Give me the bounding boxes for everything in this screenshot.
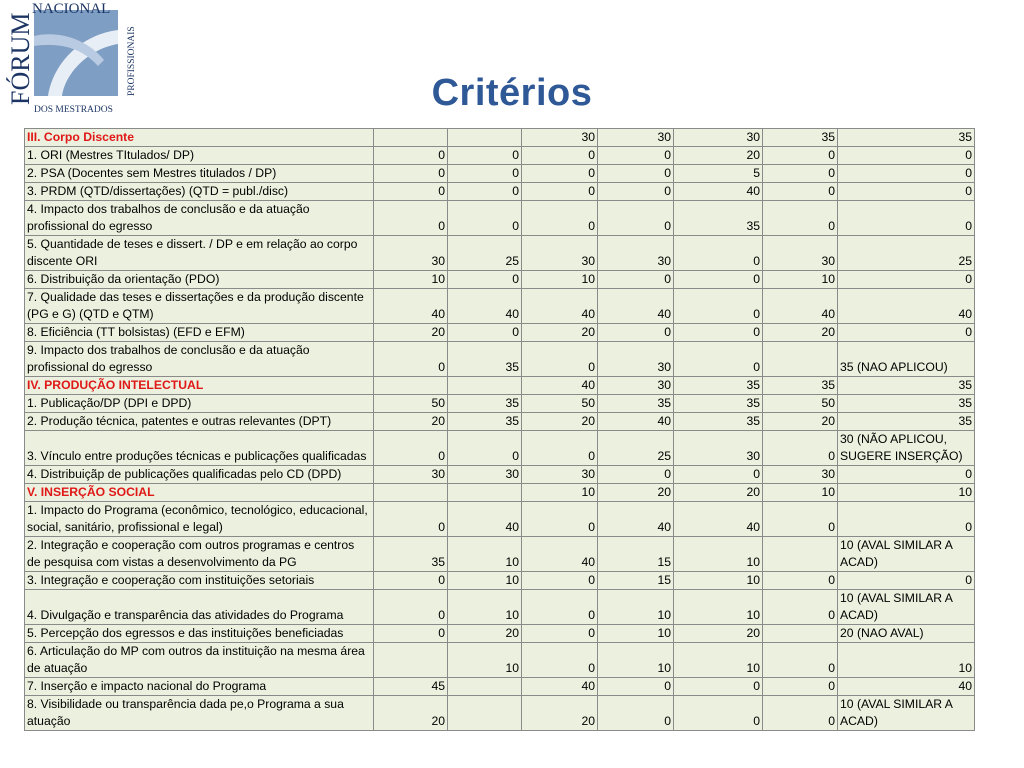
value-cell: 35 (674, 413, 763, 431)
value-cell: 0 (763, 183, 838, 201)
value-cell: 30 (674, 431, 763, 466)
criterion-cell: 3. Integração e cooperação com instituições setoriais (25, 572, 374, 590)
value-cell: 10 (598, 643, 674, 678)
criterion-cell: 3. PRDM (QTD/dissertações) (QTD = publ./disc) (25, 183, 374, 201)
value-cell: 0 (598, 466, 674, 484)
value-cell: 20 (763, 413, 838, 431)
table-row (25, 324, 975, 342)
value-cell: 35 (674, 395, 763, 413)
value-cell (448, 129, 522, 147)
criterion-cell: 5. Percepção dos egressos e das instituições beneficiadas (25, 625, 374, 643)
value-cell: 0 (448, 271, 522, 289)
table-row (25, 678, 975, 696)
value-cell: 40 (448, 289, 522, 324)
criterion-cell: 5. Quantidade de teses e dissert. / DP e em relação ao corpo discente ORI (25, 236, 374, 271)
value-cell: 0 (522, 201, 598, 236)
value-cell: 0 (763, 201, 838, 236)
value-cell: 20 (763, 324, 838, 342)
value-cell: 0 (838, 201, 975, 236)
value-cell: 50 (374, 395, 448, 413)
value-cell: 40 (838, 289, 975, 324)
value-cell: 10 (448, 537, 522, 572)
table-row (25, 643, 975, 678)
value-cell: 0 (448, 165, 522, 183)
value-cell: 0 (674, 342, 763, 377)
value-cell: 40 (674, 502, 763, 537)
value-cell: 20 (674, 147, 763, 165)
value-cell: 10 (674, 590, 763, 625)
value-cell: 0 (374, 590, 448, 625)
table-row (25, 590, 975, 625)
value-cell: 40 (763, 289, 838, 324)
criterion-cell: 6. Distribuição da orientação (PDO) (25, 271, 374, 289)
value-cell: 20 (NAO AVAL) (838, 625, 975, 643)
value-cell (374, 643, 448, 678)
value-cell (374, 129, 448, 147)
value-cell: 20 (448, 625, 522, 643)
value-cell: 30 (448, 466, 522, 484)
value-cell: 20 (374, 696, 448, 731)
value-cell: 30 (598, 236, 674, 271)
value-cell: 0 (522, 625, 598, 643)
value-cell: 0 (674, 271, 763, 289)
criterion-cell: 9. Impacto dos trabalhos de conclusão e da atuação profissional do egresso (25, 342, 374, 377)
value-cell: 40 (598, 502, 674, 537)
value-cell: 20 (674, 625, 763, 643)
value-cell: 0 (763, 590, 838, 625)
criterion-cell: 1. Publicação/DP (DPI e DPD) (25, 395, 374, 413)
value-cell: 0 (763, 165, 838, 183)
value-cell: 35 (838, 377, 975, 395)
value-cell: 35 (448, 395, 522, 413)
value-cell: 25 (838, 236, 975, 271)
criterion-cell: 4. Divulgação e transparência das atividades do Programa (25, 590, 374, 625)
value-cell: 35 (674, 377, 763, 395)
value-cell: 0 (374, 502, 448, 537)
table-row (25, 289, 975, 324)
value-cell: 0 (522, 165, 598, 183)
value-cell: 20 (674, 484, 763, 502)
value-cell: 5 (674, 165, 763, 183)
value-cell: 0 (674, 324, 763, 342)
value-cell: 0 (674, 466, 763, 484)
table-row (25, 502, 975, 537)
value-cell: 30 (763, 466, 838, 484)
value-cell: 0 (598, 201, 674, 236)
value-cell: 0 (838, 502, 975, 537)
value-cell: 0 (763, 431, 838, 466)
value-cell: 0 (448, 324, 522, 342)
value-cell: 0 (838, 147, 975, 165)
value-cell: 10 (763, 484, 838, 502)
table-row (25, 466, 975, 484)
value-cell (374, 484, 448, 502)
criterion-cell: 7. Inserção e impacto nacional do Programa (25, 678, 374, 696)
value-cell: 35 (838, 413, 975, 431)
value-cell: 20 (598, 484, 674, 502)
value-cell: 50 (522, 395, 598, 413)
value-cell: 30 (522, 466, 598, 484)
value-cell: 0 (598, 678, 674, 696)
value-cell: 10 (522, 484, 598, 502)
value-cell: 10 (674, 643, 763, 678)
value-cell: 35 (838, 395, 975, 413)
value-cell: 40 (522, 377, 598, 395)
section-title-cell: V. INSERÇÃO SOCIAL (25, 484, 374, 502)
value-cell: 20 (374, 324, 448, 342)
value-cell: 0 (374, 183, 448, 201)
value-cell: 30 (674, 129, 763, 147)
section-header-row (25, 484, 975, 502)
section-header-row (25, 129, 975, 147)
value-cell: 0 (763, 678, 838, 696)
value-cell: 25 (448, 236, 522, 271)
value-cell: 45 (374, 678, 448, 696)
value-cell: 10 (838, 643, 975, 678)
criterion-cell: 8. Visibilidade ou transparência dada pe,o Programa a sua atuação (25, 696, 374, 731)
value-cell: 0 (838, 572, 975, 590)
value-cell: 30 (598, 342, 674, 377)
value-cell: 40 (522, 537, 598, 572)
value-cell: 0 (374, 201, 448, 236)
value-cell: 0 (838, 165, 975, 183)
value-cell: 40 (522, 289, 598, 324)
value-cell: 0 (522, 590, 598, 625)
value-cell: 35 (374, 537, 448, 572)
table-row (25, 395, 975, 413)
value-cell: 0 (374, 147, 448, 165)
criterion-cell: 1. Impacto do Programa (econômico, tecnológico, educacional, social, sanitário, profissional e legal) (25, 502, 374, 537)
table-row (25, 271, 975, 289)
value-cell: 10 (AVAL SIMILAR A ACAD) (838, 590, 975, 625)
value-cell (763, 625, 838, 643)
value-cell: 0 (598, 147, 674, 165)
value-cell: 10 (598, 625, 674, 643)
criterion-cell: 1. ORI (Mestres TItulados/ DP) (25, 147, 374, 165)
value-cell: 0 (374, 165, 448, 183)
value-cell: 10 (763, 271, 838, 289)
table-row (25, 147, 975, 165)
value-cell: 0 (674, 696, 763, 731)
value-cell: 10 (838, 484, 975, 502)
value-cell: 0 (522, 502, 598, 537)
value-cell: 0 (448, 147, 522, 165)
value-cell: 10 (674, 572, 763, 590)
value-cell: 30 (522, 129, 598, 147)
value-cell: 10 (448, 643, 522, 678)
value-cell: 0 (674, 236, 763, 271)
value-cell: 10 (522, 271, 598, 289)
value-cell: 10 (448, 572, 522, 590)
criterion-cell: 2. Integração e cooperação com outros programas e centros de pesquisa com vistas a desenvolvimento da PG (25, 537, 374, 572)
value-cell: 0 (598, 183, 674, 201)
value-cell: 0 (838, 183, 975, 201)
table-row (25, 696, 975, 731)
value-cell: 40 (374, 289, 448, 324)
table-row (25, 342, 975, 377)
value-cell: 0 (522, 183, 598, 201)
criterion-cell: 8. Eficiência (TT bolsistas) (EFD e EFM) (25, 324, 374, 342)
value-cell: 0 (522, 643, 598, 678)
value-cell: 0 (838, 324, 975, 342)
criterion-cell: 2. PSA (Docentes sem Mestres titulados / DP) (25, 165, 374, 183)
value-cell: 0 (838, 466, 975, 484)
value-cell: 0 (598, 324, 674, 342)
value-cell: 40 (448, 502, 522, 537)
value-cell (448, 678, 522, 696)
value-cell: 10 (598, 590, 674, 625)
value-cell (374, 377, 448, 395)
table-row (25, 413, 975, 431)
logo-text-right: PROFISSIONAIS (127, 26, 137, 96)
value-cell: 40 (598, 413, 674, 431)
value-cell: 15 (598, 537, 674, 572)
value-cell: 10 (AVAL SIMILAR A ACAD) (838, 537, 975, 572)
logo-text-top: NACIONAL (32, 1, 111, 17)
value-cell: 35 (838, 129, 975, 147)
value-cell: 0 (763, 572, 838, 590)
value-cell (448, 484, 522, 502)
page-title: Critérios (431, 72, 593, 114)
value-cell: 40 (522, 678, 598, 696)
value-cell: 0 (448, 201, 522, 236)
value-cell: 30 (374, 466, 448, 484)
value-cell: 30 (522, 236, 598, 271)
value-cell: 30 (763, 236, 838, 271)
value-cell (448, 377, 522, 395)
value-cell: 0 (763, 147, 838, 165)
value-cell: 0 (763, 643, 838, 678)
value-cell: 0 (374, 572, 448, 590)
value-cell: 35 (763, 129, 838, 147)
value-cell: 35 (448, 342, 522, 377)
value-cell: 15 (598, 572, 674, 590)
table-row (25, 183, 975, 201)
value-cell: 40 (674, 183, 763, 201)
value-cell: 30 (598, 377, 674, 395)
section-header-row (25, 377, 975, 395)
value-cell: 0 (522, 147, 598, 165)
value-cell: 20 (522, 696, 598, 731)
value-cell: 10 (374, 271, 448, 289)
table-row (25, 537, 975, 572)
value-cell: 0 (763, 696, 838, 731)
table-row (25, 165, 975, 183)
value-cell: 35 (598, 395, 674, 413)
criterion-cell: 7. Qualidade das teses e dissertações e da produção discente (PG e G) (QTD e QTM) (25, 289, 374, 324)
value-cell: 0 (522, 431, 598, 466)
value-cell: 0 (674, 678, 763, 696)
value-cell: 0 (598, 271, 674, 289)
value-cell: 30 (598, 129, 674, 147)
value-cell: 20 (522, 413, 598, 431)
value-cell (763, 537, 838, 572)
table-row (25, 201, 975, 236)
value-cell: 0 (522, 342, 598, 377)
value-cell: 50 (763, 395, 838, 413)
value-cell: 0 (598, 696, 674, 731)
value-cell: 0 (448, 431, 522, 466)
value-cell: 0 (374, 625, 448, 643)
value-cell: 35 (448, 413, 522, 431)
value-cell: 35 (674, 201, 763, 236)
value-cell: 0 (838, 271, 975, 289)
logo-text-bottom: DOS MESTRADOS (34, 105, 113, 115)
criterion-cell: 4. Distribuiçãp de publicações qualificadas pelo CD (DPD) (25, 466, 374, 484)
table-row (25, 236, 975, 271)
criterion-cell: 3. Vínculo entre produções técnicas e publicações qualificadas (25, 431, 374, 466)
logo-text-left: FÓRUM (6, 12, 35, 105)
section-title-cell: III. Corpo Discente (25, 129, 374, 147)
criteria-table (24, 128, 975, 731)
criterion-cell: 6. Articulação do MP com outros da instituição na mesma área de atuação (25, 643, 374, 678)
value-cell: 20 (522, 324, 598, 342)
value-cell: 30 (374, 236, 448, 271)
value-cell: 40 (838, 678, 975, 696)
value-cell: 10 (674, 537, 763, 572)
value-cell: 0 (674, 289, 763, 324)
section-title-cell: IV. PRODUÇÃO INTELECTUAL (25, 377, 374, 395)
table-row (25, 572, 975, 590)
value-cell: 35 (NAO APLICOU) (838, 342, 975, 377)
value-cell: 0 (598, 165, 674, 183)
value-cell: 10 (448, 590, 522, 625)
criterion-cell: 2. Produção técnica, patentes e outras relevantes (DPT) (25, 413, 374, 431)
value-cell: 0 (374, 431, 448, 466)
criterion-cell: 4. Impacto dos trabalhos de conclusão e da atuação profissional do egresso (25, 201, 374, 236)
value-cell: 35 (763, 377, 838, 395)
table-row (25, 431, 975, 466)
value-cell: 0 (522, 572, 598, 590)
value-cell: 30 (NÃO APLICOU, SUGERE INSERÇÃO) (838, 431, 975, 466)
table-row (25, 625, 975, 643)
value-cell: 20 (374, 413, 448, 431)
value-cell: 40 (598, 289, 674, 324)
value-cell (763, 342, 838, 377)
value-cell: 0 (374, 342, 448, 377)
value-cell: 25 (598, 431, 674, 466)
value-cell: 0 (448, 183, 522, 201)
value-cell: 10 (AVAL SIMILAR A ACAD) (838, 696, 975, 731)
value-cell (448, 696, 522, 731)
value-cell: 0 (763, 502, 838, 537)
